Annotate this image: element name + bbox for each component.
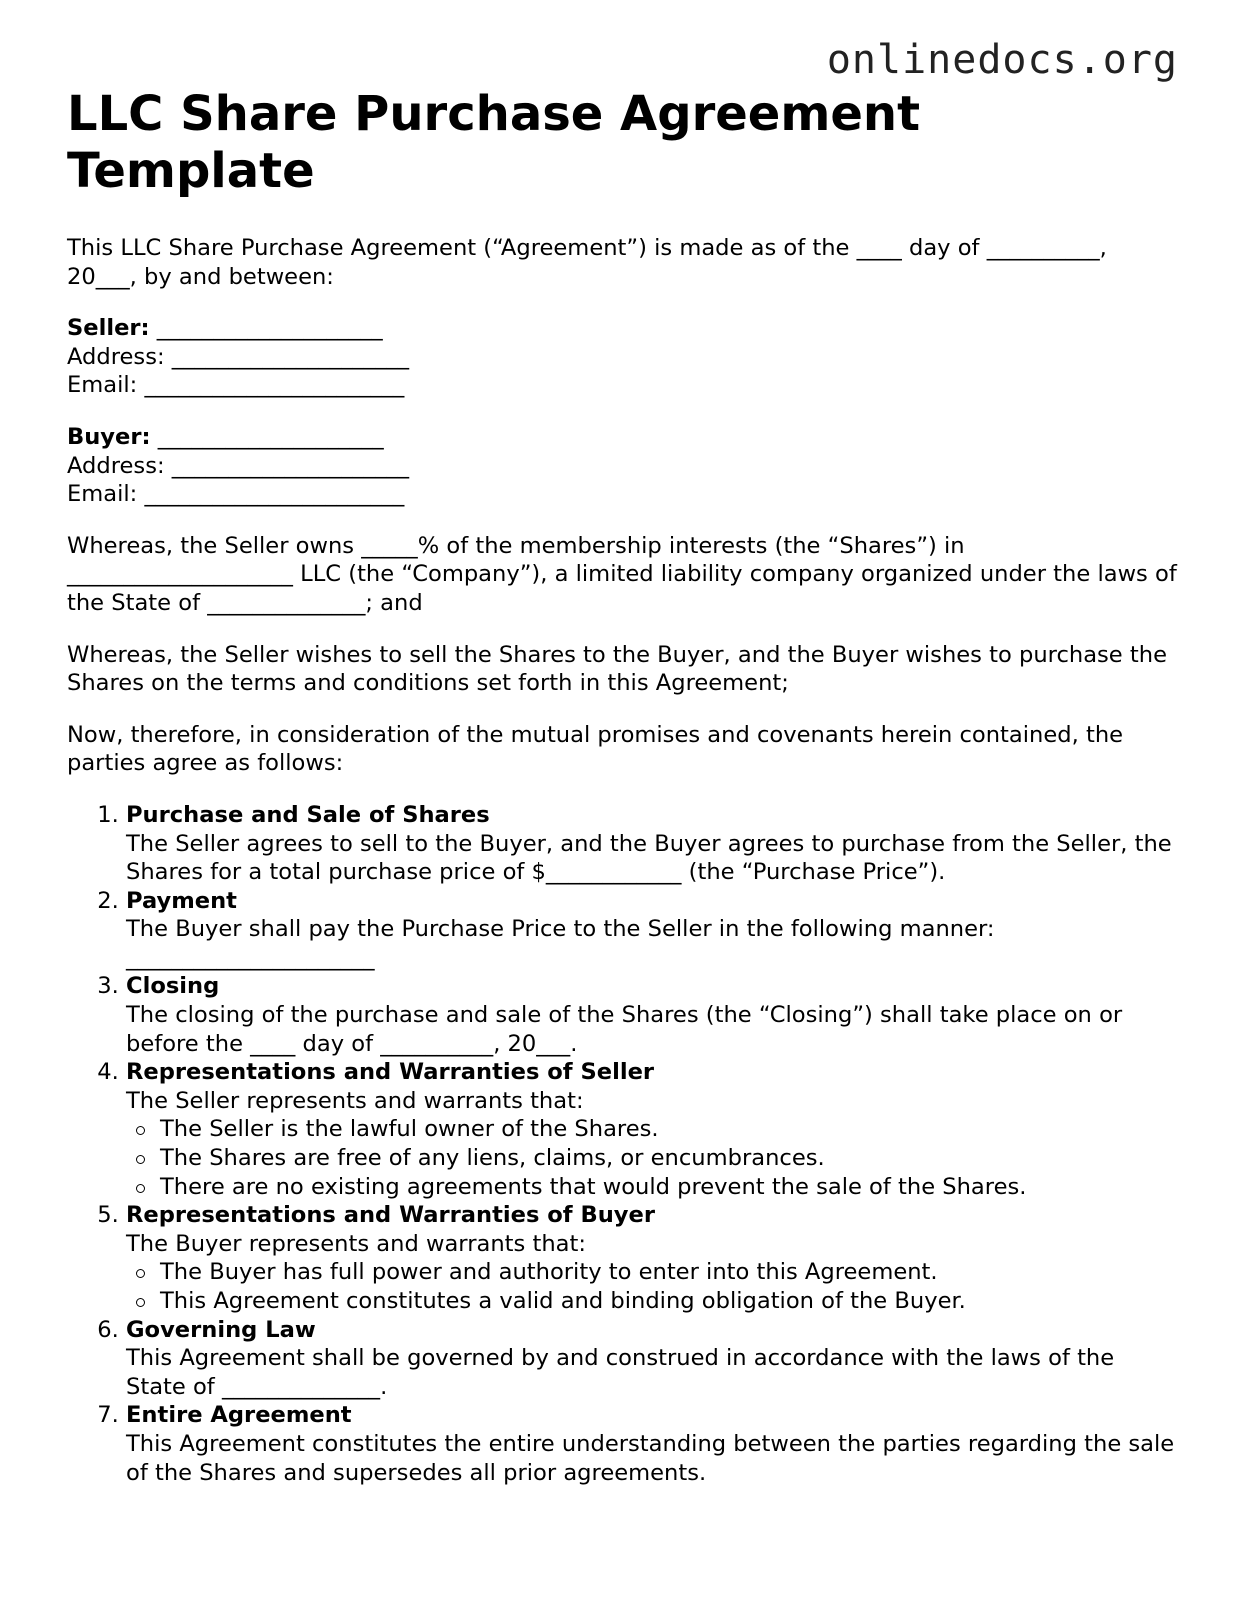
buyer-email-blank: _______________________ [144,481,405,508]
seller-address-blank: _____________________ [171,343,410,370]
document-page [67,86,1177,1487]
sections-list [67,801,1177,1487]
buyer-address-line [67,452,1177,481]
section-purchase-and-sale [126,801,1177,887]
section-buyer-warranties [126,1201,1177,1315]
section-title: 7. Entire Agreement [126,1402,352,1429]
buyer-warranty-list [126,1258,1177,1315]
seller-label: Seller: [67,315,150,342]
section-body: The closing of the purchase and sale of the Shares (the “Closing”) shall take place on or before the ____ day of __________, 20___. [126,1002,1123,1057]
buyer-email-label: Email: [67,481,138,508]
section-body: The Buyer shall pay the Purchase Price to the Seller in the following manner: ______________________ [126,916,995,971]
section-title: 6. Governing Law [126,1316,316,1343]
seller-email-blank: _______________________ [144,372,405,399]
section-body: The Buyer represents and warrants that: [126,1230,586,1257]
buyer-name-line [67,423,1177,452]
recital-intent: Whereas, the Seller wishes to sell the Shares to the Buyer, and the Buyer wishes to purchase the Shares on the terms and conditions set forth in this Agreement; [67,641,1167,697]
seller-warranty-list [126,1115,1177,1201]
seller-name-line [67,314,1177,343]
watermark: onlinedocs.org [826,37,1178,83]
list-item: The Buyer has full power and authority to enter into this Agreement. [160,1258,1177,1287]
buyer-label: Buyer: [67,423,151,450]
section-title: 1. Purchase and Sale of Shares [126,801,490,828]
section-title: 4. Representations and Warranties of Seller [126,1059,655,1086]
recital-ownership: Whereas, the Seller owns _____% of the membership interests (the “Shares”) in ____________________ LLC (the “Company”), a limited liability company organized under the laws of the State of ______________; and [67,532,1177,616]
list-item: The Seller is the lawful owner of the Shares. [160,1115,1177,1144]
section-title: 2. Payment [126,887,237,914]
seller-address-line [67,343,1177,372]
buyer-address-label: Address: [67,452,165,479]
section-governing-law [126,1316,1177,1402]
section-body: The Seller agrees to sell to the Buyer, and the Buyer agrees to purchase from the Seller, the Shares for a total purchase price of $____________ (the “Purchase Price”). [126,830,1172,886]
recital-agreement: Now, therefore, in consideration of the mutual promises and covenants herein contained, the parties agree as follows: [67,721,1124,777]
section-title: 5. Representations and Warranties of Buyer [126,1202,655,1229]
section-seller-warranties [126,1058,1177,1201]
section-payment [126,887,1177,973]
section-body: This Agreement shall be governed by and construed in accordance with the laws of the State of ______________. [126,1345,1115,1400]
list-item: The Shares are free of any liens, claims, or encumbrances. [160,1144,1177,1173]
buyer-name-blank: ____________________ [157,423,384,450]
seller-email-label: Email: [67,372,138,399]
seller-address-label: Address: [67,343,165,370]
section-closing [126,972,1177,1058]
intro-paragraph: This LLC Share Purchase Agreement (“Agreement”) is made as of the ____ day of __________, 20___, by and between: [67,235,1107,290]
section-body: This Agreement constitutes the entire understanding between the parties regarding the sale of the Shares and supersedes all prior agreements. [126,1430,1175,1486]
section-entire-agreement [126,1401,1177,1487]
seller-email-line [67,371,1177,400]
seller-name-blank: ____________________ [156,315,383,342]
list-item: This Agreement constitutes a valid and binding obligation of the Buyer. [160,1287,1177,1316]
section-title: 3. Closing [126,973,220,1000]
list-item: There are no existing agreements that would prevent the sale of the Shares. [160,1173,1177,1202]
document-title: LLC Share Purchase Agreement Template [67,86,921,199]
seller-block [67,314,1177,400]
section-body: The Seller represents and warrants that: [126,1087,584,1114]
buyer-email-line [67,480,1177,509]
buyer-block [67,423,1177,509]
buyer-address-blank: _____________________ [171,452,410,479]
